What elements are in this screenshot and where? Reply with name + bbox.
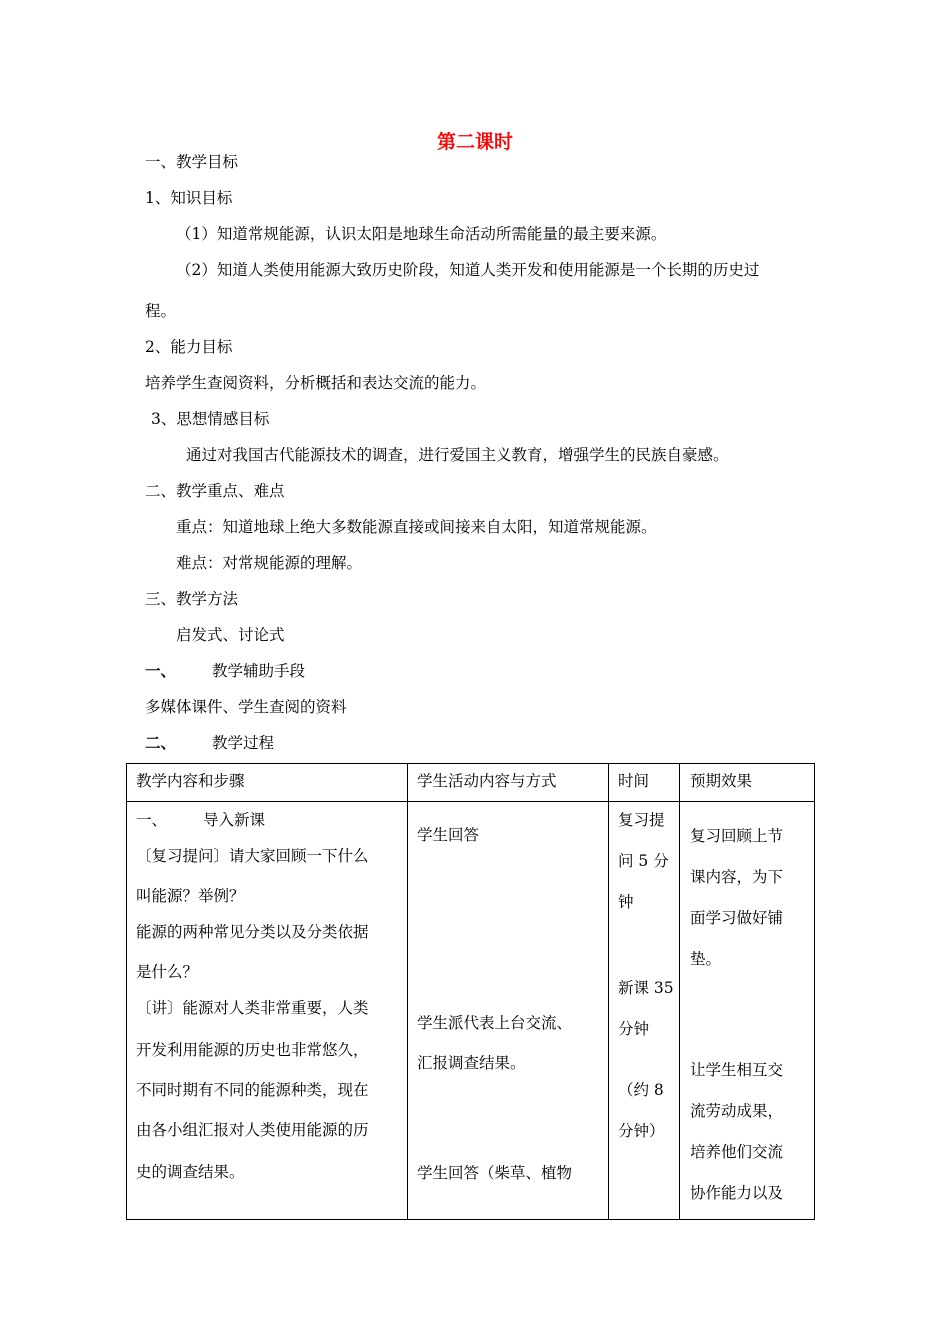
effect-line: 培养他们交流 [690, 1143, 784, 1161]
intro-number: 一、 [136, 811, 168, 829]
effect-line: 垫。 [690, 950, 722, 968]
section-key-points: 二、教学重点、难点 [145, 482, 285, 500]
table-col-divider-3 [679, 763, 680, 1220]
effect-line: 让学生相互交 [690, 1061, 784, 1079]
student-activity-answer: 学生回答 [417, 826, 480, 844]
content-line: 史的调查结果。 [136, 1163, 245, 1181]
time-new-lesson: 新课 35 [618, 979, 674, 997]
content-line: 叫能源？举例？ [136, 887, 245, 905]
teaching-aids-text: 多媒体课件、学生查阅的资料 [145, 698, 347, 716]
table-header-effect: 预期效果 [690, 772, 753, 790]
time-review: 钟 [618, 893, 634, 911]
section-teaching-process: 教学过程 [212, 734, 275, 752]
knowledge-goal-2-cont: 程。 [145, 302, 177, 320]
content-line: 是什么？ [136, 963, 199, 981]
time-new-lesson: 分钟 [618, 1020, 650, 1038]
difficult-point-text: 难点：对常规能源的理解。 [176, 554, 363, 572]
content-line: 不同时期有不同的能源种类，现在 [136, 1081, 369, 1099]
intro-title: 导入新课 [203, 811, 266, 829]
content-line: 由各小组汇报对人类使用能源的历 [136, 1121, 369, 1139]
time-review: 问 5 分 [618, 852, 669, 870]
key-point-text: 重点：知道地球上绝大多数能源直接或间接来自太阳，知道常规能源。 [176, 518, 657, 536]
effect-line: 流劳动成果， [690, 1102, 784, 1120]
content-line: 〔复习提问〕请大家回顾一下什么 [136, 847, 369, 865]
effect-line: 课内容，为下 [690, 868, 784, 886]
section-process-number: 二、 [145, 734, 177, 752]
subsection-ability-goals: 2、能力目标 [145, 338, 233, 356]
table-col-divider-1 [407, 763, 408, 1220]
section-teaching-aids: 教学辅助手段 [212, 662, 306, 680]
table-header-content: 教学内容和步骤 [136, 772, 245, 790]
table-border-left [126, 763, 127, 1220]
emotion-goal-text: 通过对我国古代能源技术的调查，进行爱国主义教育，增强学生的民族自豪感。 [186, 446, 729, 464]
section-aids-number: 一、 [145, 662, 177, 680]
table-col-divider-2 [608, 763, 609, 1220]
table-header-divider [126, 801, 815, 802]
student-activity-present: 学生派代表上台交流、 [417, 1014, 573, 1032]
section-teaching-goals: 一、教学目标 [145, 153, 239, 171]
effect-line: 协作能力以及 [690, 1184, 784, 1202]
subsection-knowledge-goals: 1、知识目标 [145, 189, 233, 207]
effect-line: 面学习做好铺 [690, 909, 784, 927]
knowledge-goal-2: （2）知道人类使用能源大致历史阶段，知道人类开发和使用能源是一个长期的历史过 [176, 261, 760, 279]
content-line: 〔讲〕能源对人类非常重要，人类 [136, 999, 369, 1017]
effect-line: 复习回顾上节 [690, 827, 784, 845]
table-border-top [126, 763, 815, 764]
subsection-emotion-goals: 3、思想情感目标 [151, 410, 270, 428]
student-activity-report: 汇报调查结果。 [417, 1054, 526, 1072]
ability-goal-text: 培养学生查阅资料，分析概括和表达交流的能力。 [145, 374, 487, 392]
table-header-activity: 学生活动内容与方式 [417, 772, 557, 790]
content-line: 开发利用能源的历史也非常悠久， [136, 1041, 369, 1059]
time-approx: 分钟） [618, 1122, 665, 1140]
page-title: 第二课时 [436, 131, 513, 153]
table-border-right [814, 763, 815, 1220]
table-border-bottom [126, 1219, 815, 1220]
time-approx: （约 8 [618, 1081, 664, 1099]
table-header-time: 时间 [618, 772, 650, 790]
knowledge-goal-1: （1）知道常规能源，认识太阳是地球生命活动所需能量的最主要来源。 [176, 225, 667, 243]
teaching-methods-text: 启发式、讨论式 [176, 626, 285, 644]
teaching-process-table [126, 763, 815, 1220]
content-line: 能源的两种常见分类以及分类依据 [136, 923, 369, 941]
time-review: 复习提 [618, 811, 665, 829]
section-teaching-methods: 三、教学方法 [145, 590, 239, 608]
student-activity-answer-2: 学生回答（柴草、植物 [417, 1164, 573, 1182]
